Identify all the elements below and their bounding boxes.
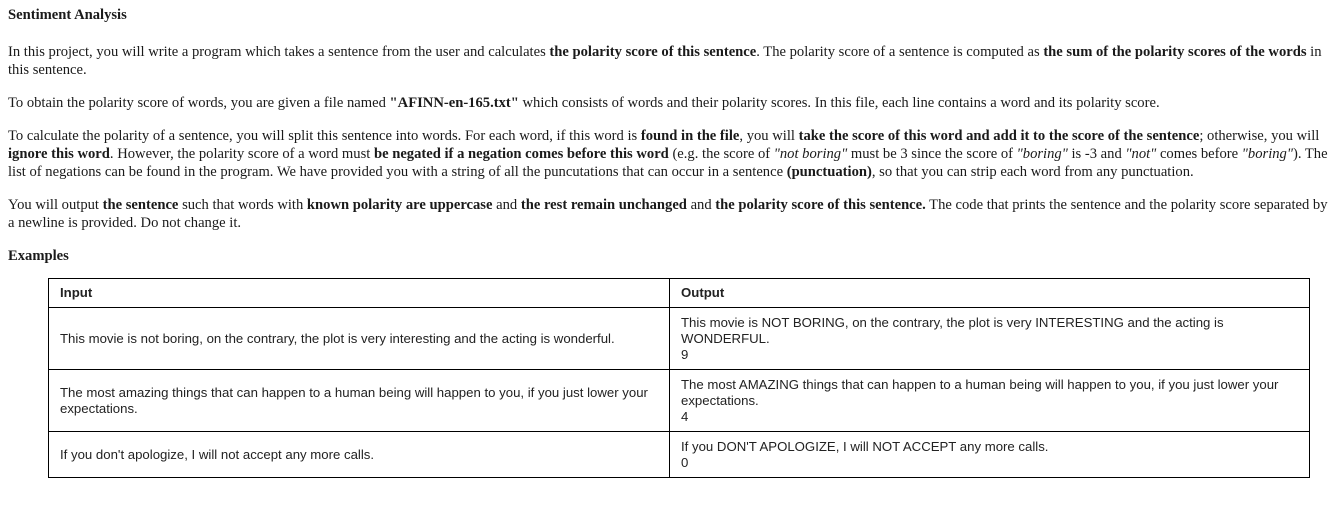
text: is -3 and: [1067, 146, 1126, 162]
input-cell: This movie is not boring, on the contrary, the plot is very interesting and the acting is wonderful.: [49, 308, 670, 370]
bold-text: the polarity score of this sentence.: [715, 197, 926, 213]
output-score: 0: [681, 454, 689, 470]
output-sentence: The most AMAZING things that can happen to a human being will happen to you, if you just lower your expectations.: [681, 376, 1279, 408]
output-cell: [670, 308, 1310, 370]
output-cell: [670, 370, 1310, 432]
examples-table: [48, 278, 1310, 478]
text: and: [492, 197, 521, 213]
file-paragraph: [8, 94, 1333, 112]
output-score: 9: [681, 346, 689, 362]
bold-text: the rest remain unchanged: [520, 197, 687, 213]
column-header-output: Output: [670, 279, 1310, 308]
input-cell: The most amazing things that can happen to a human being will happen to you, if you just lower your expectations.: [49, 370, 670, 432]
text: comes before: [1156, 146, 1242, 162]
italic-text: "not": [1125, 146, 1157, 162]
bold-text: ignore this word: [8, 146, 110, 162]
input-cell: If you don't apologize, I will not accept any more calls.: [49, 432, 670, 478]
table-row: [49, 432, 1310, 478]
output-paragraph: [8, 196, 1333, 232]
bold-text: take the score of this word and add it to the score of the sentence: [798, 128, 1200, 144]
text: . The polarity score of a sentence is computed as: [756, 44, 1044, 60]
intro-paragraph: [8, 43, 1333, 79]
text: which consists of words and their polarity scores. In this file, each line contains a word and its polarity score.: [518, 95, 1160, 111]
output-score: 4: [681, 408, 689, 424]
examples-heading: Examples: [8, 248, 69, 264]
text: such that words with: [178, 197, 307, 213]
text: must be 3 since the score of: [847, 146, 1017, 162]
italic-text: "not boring": [773, 146, 848, 162]
table-row: [49, 308, 1310, 370]
output-cell: [670, 432, 1310, 478]
method-paragraph: [8, 127, 1333, 181]
text: (e.g. the score of: [668, 146, 774, 162]
italic-text: "boring": [1016, 146, 1068, 162]
table-row: [49, 370, 1310, 432]
text: In this project, you will write a program which takes a sentence from the user and calculates: [8, 44, 550, 60]
text: To calculate the polarity of a sentence, you will split this sentence into words. For each word, if this word is: [8, 128, 641, 144]
column-header-input: Input: [49, 279, 670, 308]
italic-text: "boring": [1241, 146, 1293, 162]
text: You will output: [8, 197, 103, 213]
bold-text: be negated if a negation comes before this word: [373, 146, 669, 162]
bold-text: the sum of the polarity scores of the words: [1043, 44, 1307, 60]
bold-text: (punctuation): [786, 164, 872, 180]
bold-text: the sentence: [102, 197, 179, 213]
text: . However, the polarity score of a word must: [109, 146, 374, 162]
text: , you will: [739, 128, 799, 144]
text: and: [686, 197, 716, 213]
table-header-row: [49, 279, 1310, 308]
text: ; otherwise, you will: [1199, 128, 1320, 144]
output-sentence: If you DON'T APOLOGIZE, I will NOT ACCEPT any more calls.: [681, 438, 1049, 454]
text: The code that prints the sentence and the polarity score separated by a newline is provided. Do not change it.: [8, 197, 1328, 231]
bold-text: found in the file: [640, 128, 740, 144]
bold-text: the polarity score of this sentence: [549, 44, 757, 60]
output-sentence: This movie is NOT BORING, on the contrary, the plot is very INTERESTING and the acting is WONDERFUL.: [681, 314, 1224, 346]
text: , so that you can strip each word from any punctuation.: [871, 164, 1194, 180]
page-title: Sentiment Analysis: [8, 7, 127, 23]
text: in this sentence.: [8, 44, 1322, 78]
text: To obtain the polarity score of words, you are given a file named: [8, 95, 390, 111]
filename: "AFINN-en-165.txt": [389, 95, 519, 111]
bold-text: known polarity are uppercase: [306, 197, 493, 213]
text: ). The list of negations can be found in the program. We have provided you with a string of all the puncutations that can occur in a sentence: [8, 146, 1328, 180]
